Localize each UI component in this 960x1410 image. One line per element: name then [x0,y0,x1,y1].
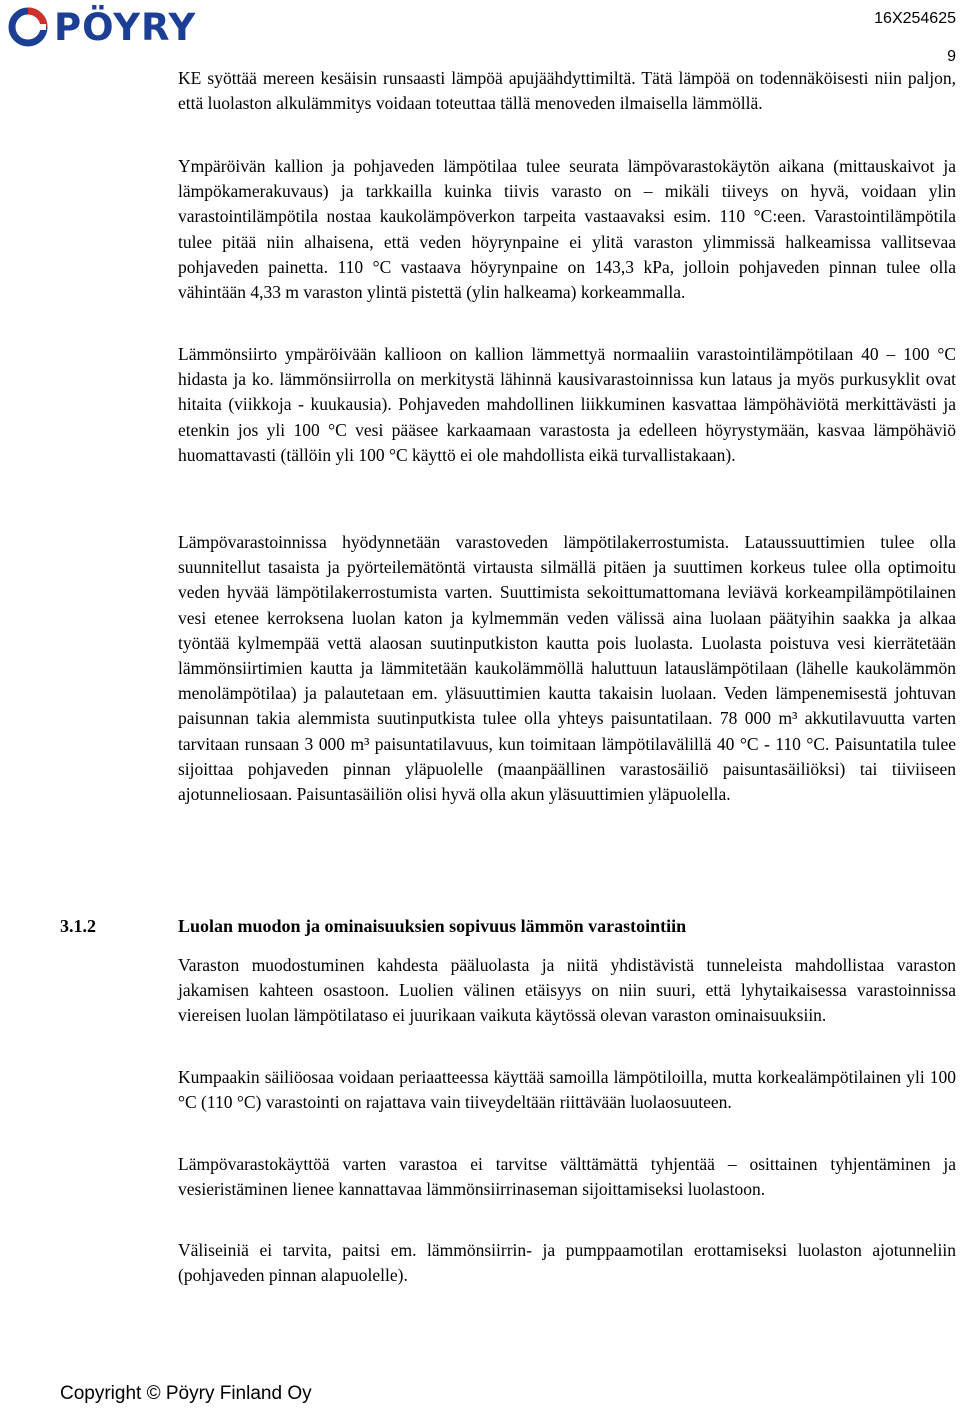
section-paragraph-2 [178,1065,956,1115]
paragraph-text: Lämpövarastokäyttöä varten varastoa ei tarvitse välttämättä tyhjentää – osittainen tyhjentäminen ja vesieristäminen lienee kannattavaa lämmönsiirrinaseman sijoittamiseksi luolastoon. [178,1154,956,1200]
section-paragraph-4 [178,1238,956,1288]
paragraph-3 [178,342,956,468]
paragraph-2 [178,154,956,305]
paragraph-text: Ympäröivän kallion ja pohjaveden lämpötilaa tulee seurata lämpövarastokäytön aikana (mittauskaivot ja lämpökamerakuvaus) ja tarkkailla kuinka tiivis varasto on – mikäli tiiveys on hyvä, voidaan ylin varastointilämpötila nostaa kaukolämpöverkon tarpeita vastaavaksi esim. 110 °C:een. Varastointilämpötila tulee pitää niin alhaisena, että veden höyrynpaine ei ylitä varaston ylimmissä halkeamissa vallitsevaa pohjaveden painetta. 110 °C vastaava höyrynpaine on 143,3 kPa, jolloin pohjaveden pinnan tulee olla vähintään 4,33 m varaston ylintä pistettä (ylin halkeama) korkeammalla. [178,156,956,303]
section-paragraph-1 [178,953,956,1029]
paragraph-1 [178,66,956,116]
paragraph-text: Kumpaakin säiliöosaa voidaan periaatteessa käyttää samoilla lämpötiloilla, mutta korkealämpötilainen yli 100 °C (110 °C) varastointi on rajattava vain tiiveydeltään riittävään luolaosuuteen. [178,1067,956,1113]
paragraph-text: Varaston muodostuminen kahdesta pääluolasta ja niitä yhdistävistä tunneleista mahdollistaa varaston jakamisen kahteen osastoon. Luolien välinen etäisyys on niin suuri, että lyhytaikaisessa varastoinnissa viereisen luolan lämpötilataso ei juurikaan vaikuta käytössä olevan varaston ominaisuuksiin. [178,955,956,1026]
logo-text: PÖYRY [54,5,197,49]
page-number: 9 [947,48,956,65]
paragraph-text: Lämpövarastoinnissa hyödynnetään varastoveden lämpötilakerrostumista. Lataussuuttimien tulee olla suunnitellut tasaista ja pyörteilemätöntä virtausta silmällä pitäen ja suuttimen korkeus tulee olla optimoitu veden hyvää lämpötilakerrostumista varten. Suuttimista sekoittumattomana leviävä korkeampilämpötilainen vesi etenee kerroksena luolan katon ja kylmemmän veden välissä aina luolaan päätyihin saakka ja alkaa työntää kylmempää vettä alaosan suutinputkiston kautta pois luolasta. Luolasta poistuva vesi kierrätetään lämmönsiirtimien kautta ja lämmitetään kaukolämmöllä haluttuun latauslämpötilaan (lähelle kaukolämmön menolämpötilaa) ja palautetaan em. yläsuuttimien kautta takaisin luolaan. Veden lämpenemisestä johtuvan paisunnan takia alemmista suutinputkista tulee olla yhteys paisuntatilaan. 78 000 m³ akkutilavuutta varten tarvitaan runsaan 3 000 m³ paisuntatilavuus, kun toimitaan lämpötilavälillä 40 °C - 110 °C. Paisuntatila tulee sijoittaa pohjaveden pinnan yläpuolelle (maanpäällinen varastosäiliö paisuntasäiliöksi) tai tiiviiseen ajotunneliosaan. Paisuntasäiliön olisi hyvä olla akun yläsuuttimien yläpuolella. [178,532,956,805]
section-paragraph-3 [178,1152,956,1202]
logo-mark-icon [8,7,48,47]
document-id: 16X254625 [874,10,956,27]
section-title: Luolan muodon ja ominaisuuksien sopivuus lämmön varastointiin [178,916,687,936]
company-logo [8,6,196,48]
section-number: 3.1.2 [60,916,96,936]
paragraph-text: KE syöttää mereen kesäisin runsaasti lämpöä apujäähdyttimiltä. Tätä lämpöä on todennäköisesti niin paljon, että luolaston alkulämmitys voidaan toteuttaa tällä menoveden ilmaisella lämmöllä. [178,68,956,114]
paragraph-4 [178,530,956,807]
paragraph-text: Väliseiniä ei tarvita, paitsi em. lämmönsiirrin- ja pumppaamotilan erottamiseksi luolaston ajotunneliin (pohjaveden pinnan alapuolelle). [178,1240,956,1286]
footer-copyright: Copyright © Pöyry Finland Oy [60,1383,312,1404]
paragraph-text: Lämmönsiirto ympäröivään kallioon on kallion lämmettyä normaaliin varastointilämpötilaan 40 – 100 °C hidasta ja ko. lämmönsiirrolla on merkitystä lähinnä kausivarastoinnissa kun lataus ja myös purkusyklit ovat hitaita (viikkoja - kuukausia). Pohjaveden mahdollinen liikkuminen kasvattaa lämpöhäviötä merkittävästi ja etenkin jos yli 100 °C vesi pääsee karkaamaan varastosta ja edelleen höyrystymään, kasvaa lämpöhäviö huomattavasti (tällöin yli 100 °C käyttö ei ole mahdollista eikä turvallistakaan). [178,344,956,465]
